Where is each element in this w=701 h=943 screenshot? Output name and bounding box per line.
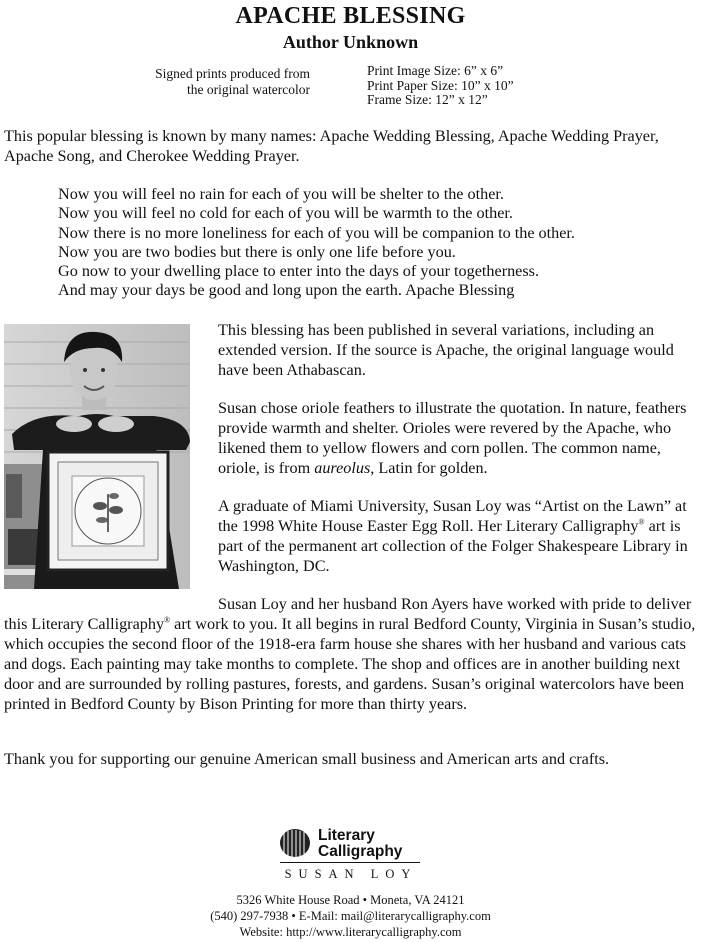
poem-line: Go now to your dwelling place to enter into the days of your togetherness. [58, 262, 540, 281]
address-line: 5326 White House Road • Moneta, VA 24121 [236, 893, 465, 907]
poem-line: Now you will feel no rain for each of you will be shelter to the other. [58, 185, 504, 203]
poem-line: Now you will feel no cold for each of you will be warmth to the other. [58, 204, 513, 223]
registered-mark: ® [638, 517, 645, 527]
signed-line-1: Signed prints produced from [155, 66, 310, 81]
logo-susan-loy: SUSAN LOY [284, 867, 418, 881]
print-image-size: Print Image Size: 6” x 6” [367, 63, 504, 78]
oriole-text: Susan chose oriole feathers to illustrate the quotation. In nature, feathers provide warmth and shelter. Orioles were revered by the Apache, who likened them to yellow flowers and corn pollen. The common name, oriole, is from [218, 399, 687, 477]
registered-mark: ® [164, 615, 171, 625]
oriole-text-end: , Latin for golden. [370, 459, 488, 477]
studio-paragraph [4, 594, 697, 714]
intro-paragraph: This popular blessing is known by many names: Apache Wedding Blessing, Apache Wedding Prayer, Apache Song, and Cherokee Wedding Prayer. [4, 127, 659, 165]
size-info [367, 64, 607, 108]
oriole-paragraph [218, 398, 700, 478]
page-title: APACHE BLESSING [235, 3, 466, 29]
blessing-poem [58, 185, 698, 301]
logo-divider [280, 862, 420, 863]
website-line: Website: http://www.literarycalligraphy.com [239, 925, 462, 939]
studio-text-end: art work to you. It all begins in rural Bedford County, Virginia in Susan’s studio, which occupies the second floor of the 1918-era farm house she shares with her husband and various cats and dogs. Each painting may take months to complete. The shop and offices are in another building next door and are surrounded by rolling pastures, forests, and gardens. Susan’s original watercolors have been printed in Bedford County by Bison Printing for more than thirty years. [4, 615, 696, 713]
author-line: Author Unknown [282, 32, 419, 52]
thank-you-line: Thank you for supporting our genuine American small business and American arts and crafts. [4, 750, 610, 768]
studio-text: Susan Loy and her husband Ron Ayers have worked with pride to deliver this Literary Calligraphy [4, 595, 692, 633]
latin-term: aureolus [314, 459, 371, 477]
poem-line: Now there is no more loneliness for each of you will be companion to the other. [58, 223, 575, 242]
signed-prints-note [110, 66, 310, 98]
signed-line-2: the original watercolor [187, 82, 310, 97]
logo-calligraphy: Calligraphy [318, 843, 403, 860]
phone-email-line: (540) 297-7938 • E-Mail: mail@literarycalligraphy.com [210, 909, 491, 923]
artist-text-end: art is part of the permanent art collection of the Folger Shakespeare Library in Washington, DC. [218, 517, 688, 575]
artist-text: A graduate of Miami University, Susan Loy was “Artist on the Lawn” at the 1998 White House Easter Egg Roll. Her Literary Calligraphy [218, 497, 687, 535]
poem-line: And may your days be good and long upon the earth. Apache Blessing [58, 281, 515, 300]
frame-size: Frame Size: 12” x 12” [367, 92, 488, 107]
feather-logo-icon [278, 828, 312, 860]
artist-photo [4, 324, 190, 589]
poem-line: Now you are two bodies but there is only one life before you. [58, 242, 456, 261]
logo-literary: Literary [318, 827, 375, 844]
print-paper-size: Print Paper Size: 10” x 10” [367, 77, 514, 93]
artist-paragraph [218, 496, 700, 576]
publication-paragraph: This blessing has been published in several variations, including an extended version. If the source is Apache, the original language would have been Athabascan. [218, 321, 674, 379]
